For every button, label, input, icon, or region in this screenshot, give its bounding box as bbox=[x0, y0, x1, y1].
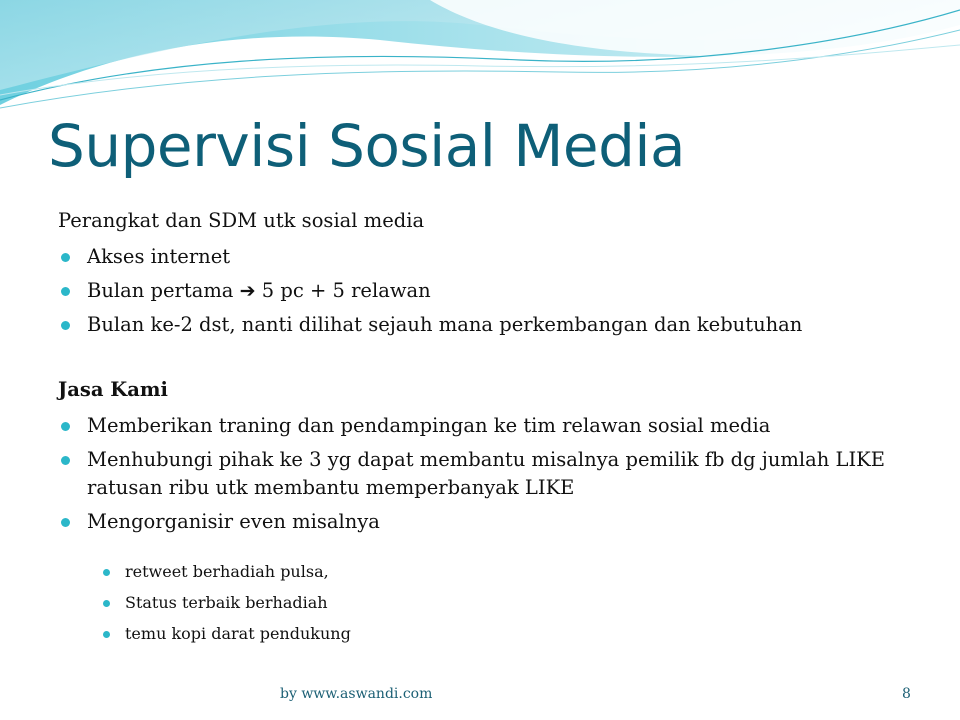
sub-list-item bbox=[100, 593, 918, 613]
footer-source: by www.aswandi.com bbox=[280, 686, 433, 702]
bullet-icon bbox=[61, 518, 70, 527]
bullet-icon bbox=[61, 253, 70, 262]
list-item bbox=[58, 311, 918, 339]
list-item bbox=[58, 243, 918, 271]
list-item-text: Memberikan traning dan pendampingan ke tim relawan sosial media bbox=[87, 414, 771, 437]
sub-list-item-text: temu kopi darat pendukung bbox=[125, 624, 351, 643]
list-item-text: Akses internet bbox=[87, 245, 231, 268]
list-item-text: Mengorganisir even misalnya bbox=[87, 510, 380, 533]
services-heading: Jasa Kami bbox=[58, 378, 168, 401]
equipment-list bbox=[58, 243, 918, 339]
list-item bbox=[58, 277, 918, 305]
slide-title: Supervisi Sosial Media bbox=[48, 112, 686, 180]
list-item-text: Bulan pertama bbox=[87, 279, 234, 302]
bullet-icon bbox=[103, 600, 110, 607]
sub-list-item bbox=[100, 624, 918, 644]
bullet-icon bbox=[61, 456, 70, 465]
services-list bbox=[58, 412, 918, 536]
sub-list-item-text: Status terbaik berhadiah bbox=[125, 593, 328, 612]
bullet-icon bbox=[103, 569, 110, 576]
event-examples-list bbox=[100, 562, 918, 644]
sub-list-item-text: retweet berhadiah pulsa, bbox=[125, 562, 329, 581]
sub-list-item bbox=[100, 562, 918, 582]
list-item bbox=[58, 508, 918, 536]
bullet-icon bbox=[61, 422, 70, 431]
intro-text: Perangkat dan SDM utk sosial media bbox=[58, 209, 425, 232]
bullet-icon bbox=[61, 321, 70, 330]
bullet-icon bbox=[61, 287, 70, 296]
list-item-text: Menhubungi pihak ke 3 yg dapat membantu misalnya pemilik fb dg jumlah LIKE ratusan ribu utk membantu memperbanyak LIKE bbox=[87, 448, 885, 499]
arrow-right-icon: ➔ bbox=[239, 280, 256, 302]
list-item-text: Bulan ke-2 dst, nanti dilihat sejauh mana perkembangan dan kebutuhan bbox=[87, 313, 803, 336]
list-item bbox=[58, 446, 918, 502]
list-item bbox=[58, 412, 918, 440]
list-item-text: 5 pc + 5 relawan bbox=[261, 279, 431, 302]
slide-content bbox=[58, 208, 918, 655]
page-number: 8 bbox=[902, 686, 911, 702]
bullet-icon bbox=[103, 631, 110, 638]
